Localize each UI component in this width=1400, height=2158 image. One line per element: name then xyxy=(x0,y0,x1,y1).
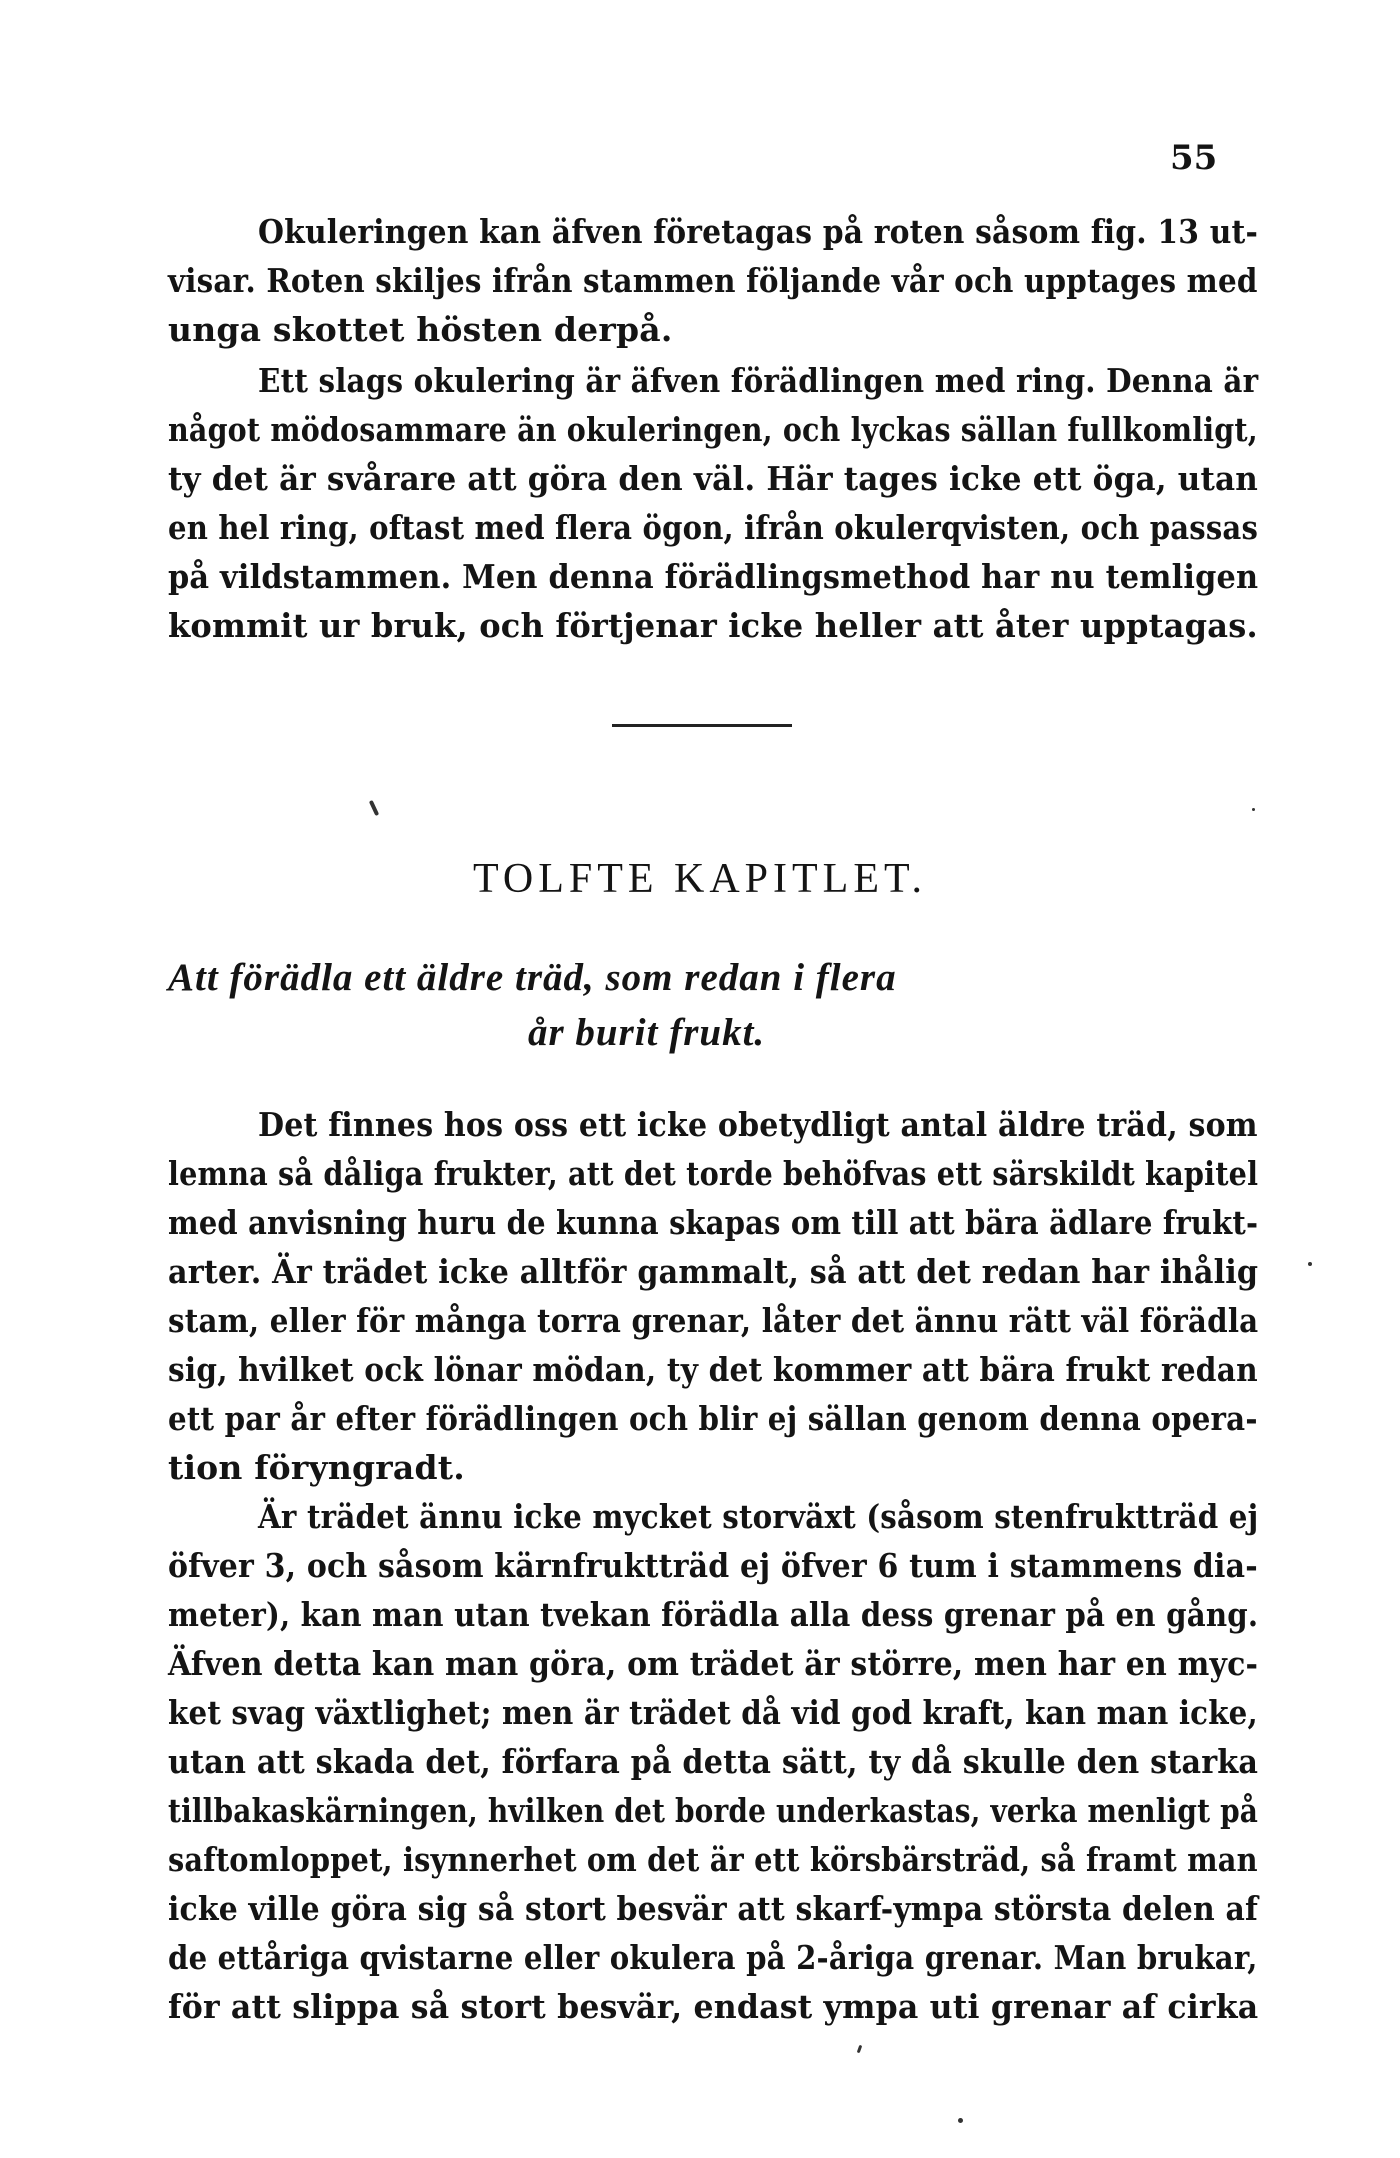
text-line: utan att skada det, förfara på detta sätt, ty då skulle den starka xyxy=(168,1742,1259,1781)
text-line: icke ville göra sig så stort besvär att skarf-ympa största delen af xyxy=(168,1889,1259,1928)
text-line: ket svag växtlighet; men är trädet då vid god kraft, kan man icke, xyxy=(168,1693,1258,1732)
text-line: meter), kan man utan tvekan förädla alla dess grenar på en gång. xyxy=(168,1595,1259,1634)
text-line: sig, hvilket ock lönar mödan, ty det kommer att bära frukt redan xyxy=(168,1350,1258,1389)
text-line: ett par år efter förädlingen och blir ej sällan genom denna opera- xyxy=(168,1399,1258,1438)
text-line: arter. Är trädet icke alltför gammalt, så att det redan har ihålig xyxy=(168,1252,1259,1291)
print-speck xyxy=(857,2045,863,2054)
text-line: en hel ring, oftast med flera ögon, ifrån okulerqvisten, och passas xyxy=(168,508,1259,547)
print-speck xyxy=(1308,1262,1312,1266)
text-line: på vildstammen. Men denna förädlingsmethod har nu temligen xyxy=(168,557,1259,596)
text-line: Äfven detta kan man göra, om trädet är större, men har en myc- xyxy=(168,1644,1259,1683)
text-line: ty det är svårare att göra den väl. Här tages icke ett öga, utan xyxy=(168,459,1259,498)
text-line: Ett slags okulering är äfven förädlingen med ring. Denna är xyxy=(258,361,1259,400)
text-line: lemna så dåliga frukter, att det torde behöfvas ett särskildt kapitel xyxy=(168,1154,1259,1193)
page-number: 55 xyxy=(1170,138,1218,178)
print-speck xyxy=(958,2118,963,2123)
text-line: stam, eller för många torra grenar, låter det ännu rätt väl förädla xyxy=(168,1301,1259,1340)
text-line: för att slippa så stort besvär, endast ympa uti grenar af cirka xyxy=(168,1987,1259,2026)
text-line: öfver 3, och såsom kärnfruktträd ej öfver 6 tum i stammens dia- xyxy=(168,1546,1258,1585)
text-line: något mödosammare än okuleringen, och lyckas sällan fullkomligt, xyxy=(168,410,1258,449)
print-speck xyxy=(369,800,379,816)
text-line: tion föryngradt. xyxy=(168,1448,465,1487)
chapter-title: TOLFTE KAPITLET. xyxy=(472,856,928,902)
section-divider xyxy=(612,724,792,727)
chapter-subtitle-line-2: år burit frukt. xyxy=(528,1011,766,1054)
text-line: unga skottet hösten derpå. xyxy=(168,310,673,349)
text-line: tillbakaskärningen, hvilken det borde underkastas, verka menligt på xyxy=(168,1791,1259,1830)
text-line: med anvisning huru de kunna skapas om till att bära ädlare frukt- xyxy=(168,1203,1259,1242)
text-line: kommit ur bruk, och förtjenar icke heller att åter upptagas. xyxy=(168,606,1258,645)
chapter-subtitle-line-1: Att förädla ett äldre träd, som redan i flera xyxy=(168,956,897,999)
print-speck xyxy=(1252,808,1255,811)
text-line: saftomloppet, isynnerhet om det är ett körsbärsträd, så framt man xyxy=(168,1840,1258,1879)
text-line: Är trädet ännu icke mycket storväxt (såsom stenfruktträd ej xyxy=(258,1497,1259,1536)
text-line: Det finnes hos oss ett icke obetydligt antal äldre träd, som xyxy=(258,1105,1258,1144)
text-line: de ettåriga qvistarne eller okulera på 2-åriga grenar. Man brukar, xyxy=(168,1938,1258,1977)
text-line: Okuleringen kan äfven företagas på roten såsom fig. 13 ut- xyxy=(258,212,1259,251)
text-line: visar. Roten skiljes ifrån stammen följande vår och upptages med xyxy=(168,261,1258,300)
